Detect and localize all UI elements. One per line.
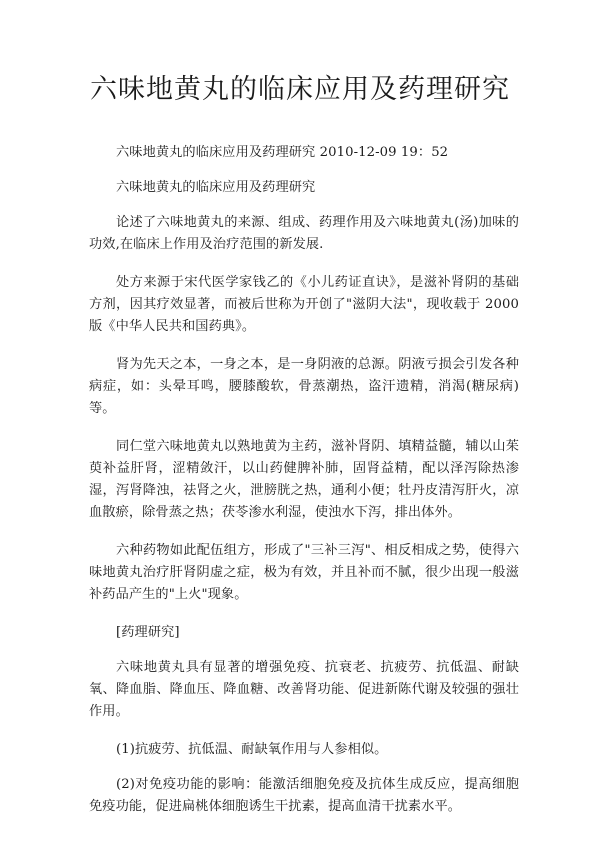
document-title: 六味地黄丸的临床应用及药理研究 (90, 74, 510, 105)
paragraph-point-1: (1)抗疲劳、抗低温、耐缺氧作用与人参相似。 (116, 742, 388, 757)
paragraph-origin: 处方来源于宋代医学家钱乙的《小儿药证直诀》，是滋补肾阴的基础方剂，因其疗效显著，而被后世称为开创了"滋阴大法"，现收载于 2000 版《中华人民共和国药典》。 (89, 275, 519, 334)
paragraph-kidney: 肾为先天之本，一身之本，是一身阴液的总源。阴液亏损会引发各种病症，如：头晕耳鸣，腰膝酸软，骨蒸潮热，盗汗遗精，消渴(糖尿病)等。 (89, 357, 519, 416)
document-body (89, 142, 519, 834)
paragraph-source-line: 六味地黄丸的临床应用及药理研究 2010-12-09 19：52 (116, 145, 449, 160)
paragraph-subtitle: 六味地黄丸的临床应用及药理研究 (116, 180, 316, 195)
paragraph-abstract: 论述了六味地黄丸的来源、组成、药理作用及六味地黄丸(汤)加味的功效,在临床上作用及治疗范围的新发展. (89, 215, 519, 252)
paragraph-formula: 六种药物如此配伍组方，形成了"三补三泻"、相反相成之势，使得六味地黄丸治疗肝肾阴虚之症，极为有效，并且补而不腻，很少出现一般滋补药品产生的"上火"现象。 (89, 543, 519, 602)
paragraph-point-2: (2)对免疫功能的影响：能激活细胞免疫及抗体生成反应，提高细胞免疫功能，促进扁桃体细胞诱生干扰素，提高血清干扰素水平。 (89, 777, 519, 814)
paragraph-effects: 六味地黄丸具有显著的增强免疫、抗衰老、抗疲劳、抗低温、耐缺氧、降血脂、降血压、降血糖、改善肾功能、促进新陈代谢及较强的强壮作用。 (89, 660, 519, 719)
section-heading-pharmacology: [药理研究] (116, 625, 180, 640)
paragraph-composition: 同仁堂六味地黄丸以熟地黄为主药，滋补肾阴、填精益髓，辅以山茱萸补益肝肾，涩精敛汗，以山药健脾补肺，固肾益精，配以泽泻除热渗湿，泻肾降浊，祛肾之火，泄膀胱之热，通利小便；牡丹皮清泻肝火，凉血散瘀，除骨蒸之热；茯苓渗水利湿，使浊水下泻，排出体外。 (89, 439, 519, 520)
